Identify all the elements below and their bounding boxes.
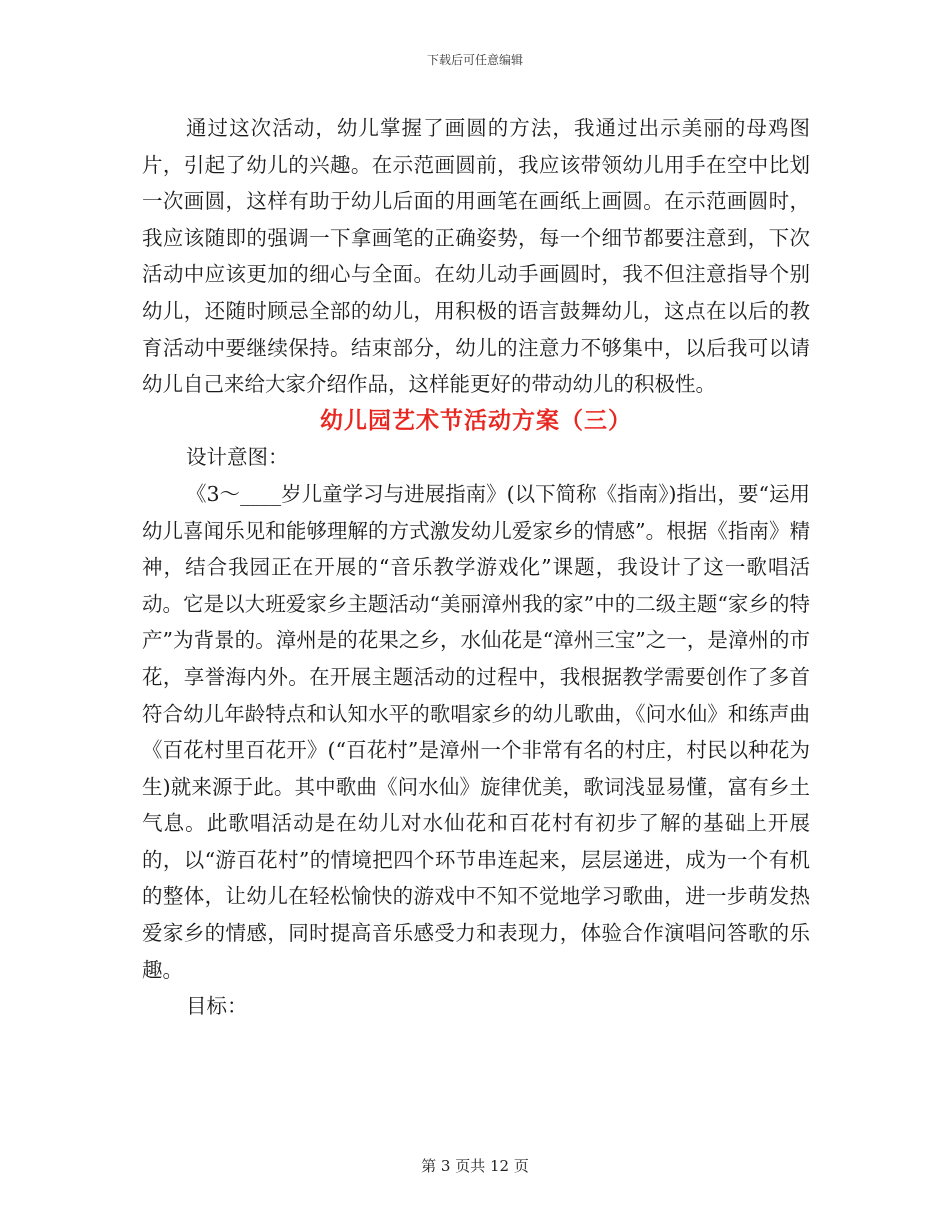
design-intent-paragraph: 《3～____岁儿童学习与进展指南》(以下简称《指南》)指出，要“运用幼儿喜闻乐见和能够理解的方式激发幼儿爱家乡的情感”。根据《指南》精神，结合我园正在开展的“音乐教学游戏化”课题，我设计了这一歌唱活动。它是以大班爱家乡主题活动“美丽漳州我的家”中的二级主题“家乡的特产”为背景的。漳州是的花果之乡，水仙花是“漳州三宝”之一，是漳州的市花，享誉海内外。在开展主题活动的过程中，我根据教学需要创作了多首符合幼儿年龄特点和认知水平的歌唱家乡的幼儿歌曲，《问水仙》和练声曲《百花村里百花开》(“百花村”是漳州一个非常有名的村庄，村民以种花为生)就来源于此。其中歌曲《问水仙》旋律优美，歌词浅显易懂，富有乡土气息。此歌唱活动是在幼儿对水仙花和百花村有初步了解的基础上开展的，以“游百花村”的情境把四个环节串连起来，层层递进，成为一个有机的整体，让幼儿在轻松愉快的游戏中不知不觉地学习歌曲，进一步萌发热爱家乡的情感，同时提高音乐感受力和表现力，体验合作演唱问答歌的乐趣。 (142, 481, 810, 982)
section-title: 幼儿园艺术节活动方案（三） (320, 407, 632, 434)
reflection-paragraph: 通过这次活动，幼儿掌握了画圆的方法，我通过出示美丽的母鸡图片，引起了幼儿的兴趣。在示范画圆前，我应该带领幼儿用手在空中比划一次画圆，这样有助于幼儿后面的用画笔在画纸上画圆。在示范画圆时，我应该随即的强调一下拿画笔的正确姿势，每一个细节都要注意到，下次活动中应该更加的细心与全面。在幼儿动手画圆时，我不但注意指导个别幼儿，还随时顾忌全部的幼儿，用积极的语言鼓舞幼儿，这点在以后的教育活动中要继续保持。结束部分，幼儿的注意力不够集中，以后我可以请幼儿自己来给大家介绍作品，这样能更好的带动幼儿的积极性。 (142, 116, 810, 397)
page-header: 下载后可任意编辑 (426, 53, 523, 67)
goal-label: 目标： (186, 994, 248, 1019)
document-body (142, 110, 810, 1025)
page-footer: 第 3 页共 12 页 (421, 1157, 529, 1175)
design-intent-label: 设计意图： (186, 445, 289, 470)
